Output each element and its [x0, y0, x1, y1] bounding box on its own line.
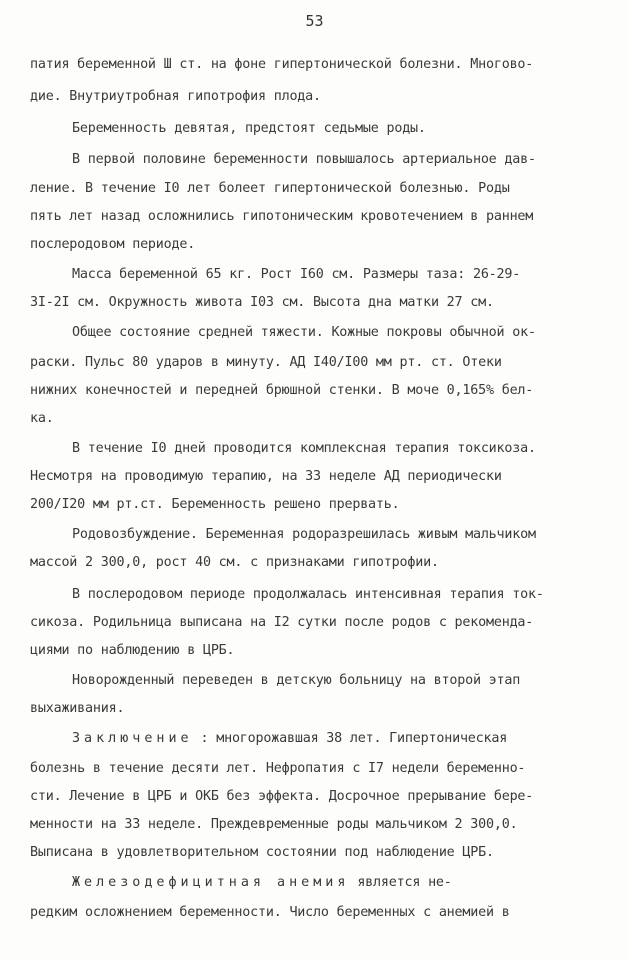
text-line: Выписана в удовлетворительном состоянии под наблюдение ЦРБ. — [30, 845, 494, 860]
text-line: послеродовом периоде. — [30, 237, 196, 252]
text-line: патия беременной Ш ст. на фоне гипертонической болезни. Многово- — [30, 57, 534, 72]
text-fragment: : многорожавшая 38 лет. Гипертоническая — [200, 731, 508, 746]
text-line: Беременность девятая, предстоят седьмые роды. — [72, 121, 426, 136]
text-line: массой 2 300,0, рост 40 см. с признаками гипотрофии. — [30, 555, 439, 570]
conclusion-heading: Заключение — [72, 731, 193, 746]
text-line: сти. Лечение в ЦРБ и ОКБ без эффекта. Досрочное прерывание бере- — [30, 789, 534, 804]
anemia-heading: Железодефицитная анемия — [72, 875, 350, 890]
page-number: 53 — [305, 12, 324, 30]
text-line: В первой половине беременности повышалось артериальное дав- — [72, 152, 536, 167]
text-line: выхаживания. — [30, 701, 125, 716]
text-line: раски. Пульс 80 ударов в минуту. АД I40/I00 мм рт. ст. Отеки — [30, 355, 502, 370]
text-line: нижних конечностей и передней брюшной стенки. В моче 0,165% бел- — [30, 383, 534, 398]
text-line: Несмотря на проводимую терапию, на 33 неделе АД периодически — [30, 469, 502, 484]
text-line: В течение I0 дней проводится комплексная терапия токсикоза. — [72, 441, 536, 456]
text-line: болезнь в течение десяти лет. Нефропатия с I7 недели беременно- — [30, 761, 526, 776]
text-line: ление. В течение I0 лет болеет гипертонической болезнью. Роды — [30, 181, 510, 196]
text-line: Новорожденный переведен в детскую больницу на второй этап — [72, 673, 521, 688]
text-line: Масса беременной 65 кг. Рост I60 см. Размеры таза: 26-29- — [72, 267, 521, 282]
text-line: циями по наблюдению в ЦРБ. — [30, 643, 235, 658]
anemia-line — [72, 874, 600, 892]
text-line: Общее состояние средней тяжести. Кожные покровы обычной ок- — [72, 325, 536, 340]
text-line: менности на 33 неделе. Преждевременные роды мальчиком 2 300,0. — [30, 817, 518, 832]
text-line: пять лет назад осложнились гипотоническим кровотечением в раннем — [30, 209, 534, 224]
text-line: В послеродовом периоде продолжалась интенсивная терапия ток- — [72, 587, 544, 602]
text-line: сикоза. Родильница выписана на I2 сутки после родов с рекоменда- — [30, 615, 534, 630]
text-fragment: является не- — [357, 875, 452, 890]
text-line: редким осложнением беременности. Число беременных с анемией в — [30, 905, 510, 920]
text-line: дие. Внутриутробная гипотрофия плода. — [30, 89, 321, 104]
text-line: Родовозбуждение. Беременная родоразрешилась живым мальчиком — [72, 527, 536, 542]
text-line: 200/I20 мм рт.ст. Беременность решено прервать. — [30, 497, 400, 512]
text-line: ка. — [30, 411, 54, 426]
text-line: 3I-2I см. Окружность живота I03 см. Высота дна матки 27 см. — [30, 295, 494, 310]
conclusion-line — [72, 730, 600, 748]
